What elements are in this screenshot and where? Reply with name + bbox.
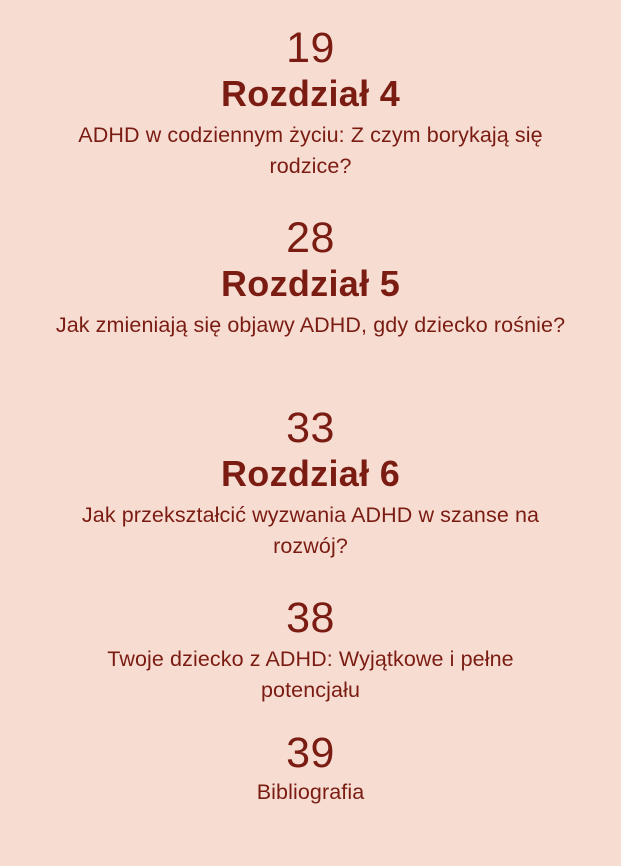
page-number: 28 [286, 214, 335, 262]
toc-entry-chapter-4[interactable] [0, 24, 621, 182]
section-title: Twoje dziecko z ADHD: Wyjątkowe i pełne potencjału [107, 647, 514, 702]
chapter-title: Jak zmieniają się objawy ADHD, gdy dziecko rośnie? [55, 313, 566, 337]
toc-entry-bibliography[interactable] [0, 729, 621, 808]
toc-entry-chapter-5[interactable] [0, 214, 621, 341]
page-number: 19 [286, 24, 335, 72]
chapter-title: ADHD w codziennym życiu: Z czym borykają się rodzice? [78, 123, 543, 178]
chapter-title: Jak przekształcić wyzwania ADHD w szanse na rozwój? [81, 503, 540, 558]
page-number: 33 [286, 404, 335, 452]
page-number: 38 [286, 594, 335, 642]
section-title: Bibliografia [256, 780, 365, 804]
chapter-heading: Rozdział 4 [220, 73, 401, 114]
chapter-heading: Rozdział 5 [220, 263, 401, 304]
toc-entry-summary[interactable] [0, 594, 621, 706]
chapter-heading: Rozdział 6 [220, 453, 401, 494]
page-number: 39 [286, 729, 335, 777]
toc-entry-chapter-6[interactable] [0, 404, 621, 562]
